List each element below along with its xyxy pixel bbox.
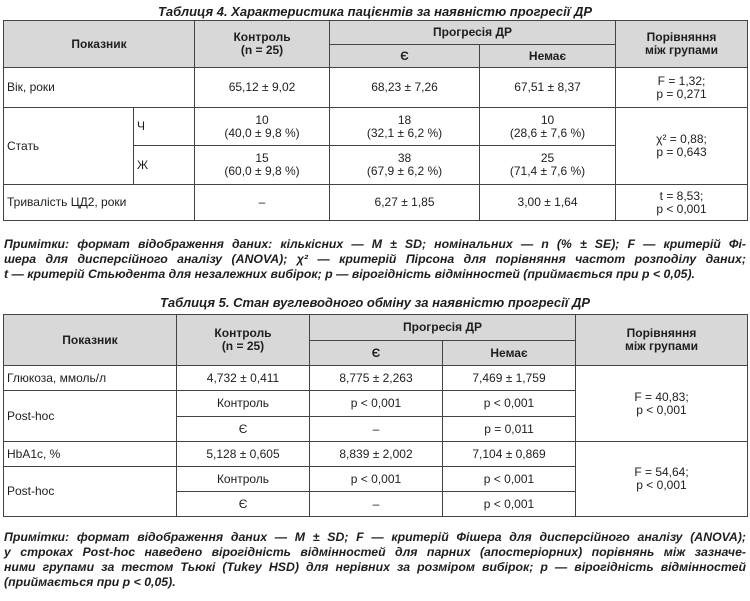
header-yes: Є <box>330 45 480 68</box>
cell-no: 67,51 ± 8,37 <box>480 68 616 108</box>
cell-no: 7,469 ± 1,759 <box>443 366 576 391</box>
header-progression: Прогресія ДР <box>310 315 576 341</box>
row-label: Post-hoc <box>4 391 177 442</box>
cell-yes: 6,27 ± 1,85 <box>330 185 480 221</box>
cell-comparison: F = 40,83; p < 0,001 <box>576 366 748 442</box>
table-row <box>4 68 748 108</box>
row-sublabel: Ч <box>134 108 195 146</box>
cell-no: p < 0,001 <box>443 492 576 517</box>
cell-no: p < 0,001 <box>443 467 576 492</box>
cell-no: p = 0,011 <box>443 417 576 442</box>
cell-posthoc-label: Є <box>177 492 310 517</box>
cell-yes: – <box>310 417 443 442</box>
row-label: Тривалість ЦД2, роки <box>4 185 195 221</box>
table5-note: Примітки: формат відображення даних — M ± SD; F — критерій Фішера для дисперсійного аналізу (ANOVA); у строках Post-hoc наведено вірогідність відмінностей для парних (апостеріорних) порівнянь між зазначе- ними групами за тестом Тьюкі (Tukey HSD) для нерівних за розміром вибірок; p — вірогідність відмінностей (приймається при p < 0,05). <box>4 530 746 589</box>
header-control: Контроль (n = 25) <box>177 315 310 366</box>
cell-control: – <box>195 185 330 221</box>
table4-note: Примітки: формат відображення даних: кількісних — M ± SD; номінальних — n (% ± SE); F — критерій Фі- шера для дисперсійного аналізу (ANOVA); χ² — критерій Пірсона для порівняння частот розподілу даних; t — критерій Стьюдента для незалежних вибірок; p — вірогідність відмінностей (приймається при p < 0,05). <box>4 237 746 281</box>
cell-yes: 8,775 ± 2,263 <box>310 366 443 391</box>
header-no: Немає <box>443 341 576 366</box>
header-yes: Є <box>310 341 443 366</box>
header-progression: Прогресія ДР <box>330 21 616 45</box>
table-row <box>4 185 748 221</box>
cell-no: 25 (71,4 ± 7,6 %) <box>480 146 616 185</box>
cell-yes: 68,23 ± 7,26 <box>330 68 480 108</box>
cell-control: 4,732 ± 0,411 <box>177 366 310 391</box>
table-row <box>4 442 748 467</box>
row-label: Стать <box>4 108 134 185</box>
table5 <box>3 314 748 517</box>
table4-caption: Таблиця 4. Характеристика пацієнтів за наявністю прогресії ДР <box>157 4 593 19</box>
cell-yes: 38 (67,9 ± 6,2 %) <box>330 146 480 185</box>
header-no: Немає <box>480 45 616 68</box>
table4 <box>3 20 748 221</box>
cell-posthoc-label: Контроль <box>177 467 310 492</box>
row-label: Post-hoc <box>4 467 177 517</box>
cell-no: 10 (28,6 ± 7,6 %) <box>480 108 616 146</box>
cell-control: 10 (40,0 ± 9,8 %) <box>195 108 330 146</box>
header-control: Контроль (n = 25) <box>195 21 330 68</box>
table5-caption: Таблиця 5. Стан вуглеводного обміну за наявністю прогресії ДР <box>159 295 591 310</box>
header-indicator: Показник <box>4 315 177 366</box>
row-label: Вік, роки <box>4 68 195 108</box>
cell-posthoc-label: Є <box>177 417 310 442</box>
cell-comparison: F = 1,32; p = 0,271 <box>616 68 748 108</box>
row-label: HbA1c, % <box>4 442 177 467</box>
cell-no: 3,00 ± 1,64 <box>480 185 616 221</box>
cell-comparison: F = 54,64; p < 0,001 <box>576 442 748 517</box>
cell-yes: – <box>310 492 443 517</box>
row-sublabel: Ж <box>134 146 195 185</box>
cell-yes: p < 0,001 <box>310 391 443 417</box>
cell-yes: 18 (32,1 ± 6,2 %) <box>330 108 480 146</box>
cell-comparison: χ² = 0,88; p = 0,643 <box>616 108 748 185</box>
cell-posthoc-label: Контроль <box>177 391 310 417</box>
table-row <box>4 108 748 146</box>
header-comparison: Порівняння між групами <box>576 315 748 366</box>
cell-no: p < 0,001 <box>443 391 576 417</box>
cell-control: 15 (60,0 ± 9,8 %) <box>195 146 330 185</box>
cell-control: 65,12 ± 9,02 <box>195 68 330 108</box>
table-row <box>4 366 748 391</box>
row-label: Глюкоза, ммоль/л <box>4 366 177 391</box>
cell-no: 7,104 ± 0,869 <box>443 442 576 467</box>
cell-comparison: t = 8,53; p < 0,001 <box>616 185 748 221</box>
cell-yes: 8,839 ± 2,002 <box>310 442 443 467</box>
cell-yes: p < 0,001 <box>310 467 443 492</box>
header-indicator: Показник <box>4 21 195 68</box>
cell-control: 5,128 ± 0,605 <box>177 442 310 467</box>
header-comparison: Порівняння між групами <box>616 21 748 68</box>
